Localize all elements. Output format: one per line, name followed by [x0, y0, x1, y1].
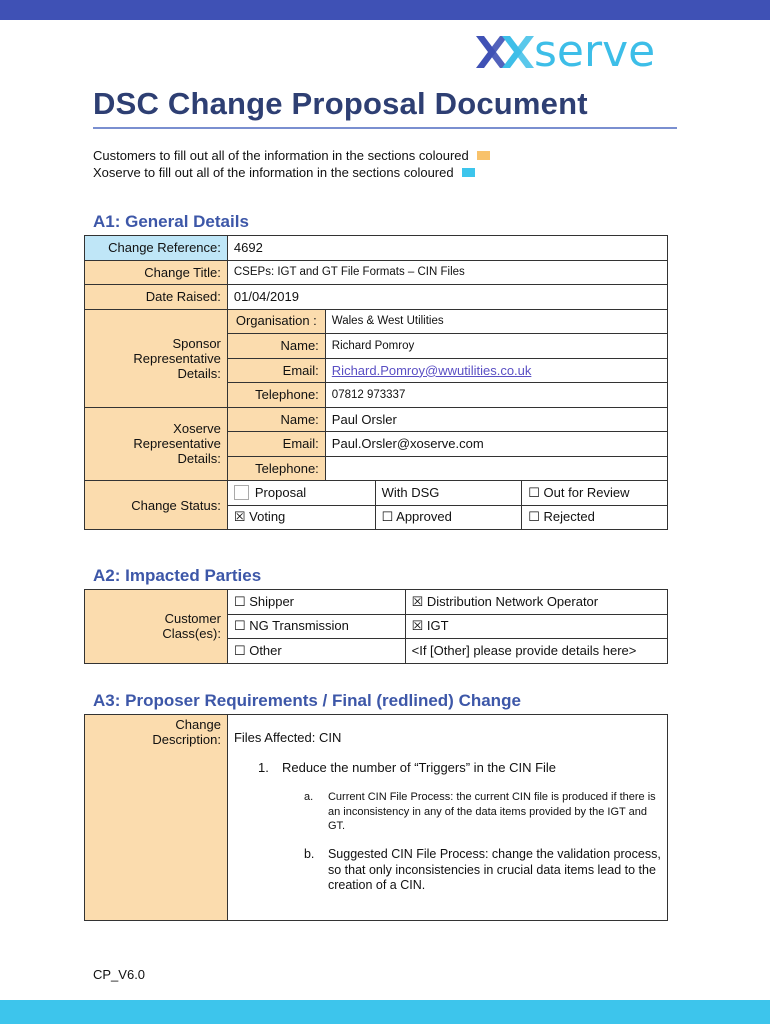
- list-item-text: Reduce the number of “Triggers” in the CIN File: [281, 760, 557, 775]
- checkbox-empty-icon[interactable]: [234, 485, 249, 500]
- change-reference-label: Change Reference:: [85, 236, 228, 261]
- sponsor-name-value[interactable]: Richard Pomroy: [325, 334, 667, 359]
- change-description-cell[interactable]: [227, 715, 667, 921]
- status-approved-option[interactable]: ☐ Approved: [375, 505, 522, 530]
- sub-item-marker: b.: [303, 847, 315, 861]
- top-brand-bar: [0, 0, 770, 20]
- logo-wordmark: serve: [534, 26, 656, 77]
- legend-xoserve-text: Xoserve to fill out all of the information in the sections coloured: [93, 165, 454, 180]
- legend-xoserve: [93, 165, 475, 180]
- table-row: [85, 481, 668, 506]
- status-proposal-option[interactable]: [227, 481, 375, 506]
- table-row: [85, 260, 668, 285]
- sponsor-email-label: Email:: [227, 358, 325, 383]
- sub-item-marker: a.: [303, 791, 314, 803]
- customer-class-label: Customer Class(es):: [85, 590, 228, 664]
- sponsor-email-link[interactable]: Richard.Pomroy@wwutilities.co.uk: [331, 362, 532, 378]
- sponsor-name-label: Name:: [227, 334, 325, 359]
- files-affected-text: Files Affected: CIN: [233, 730, 342, 745]
- xoserve-logo-mark: [472, 32, 534, 72]
- list-item: [304, 847, 664, 894]
- legend-customer-swatch: [477, 151, 490, 160]
- bottom-brand-bar: [0, 1000, 770, 1024]
- sponsor-email-cell: [325, 358, 667, 383]
- sponsor-organisation-label: Organisation :: [227, 309, 325, 334]
- list-item: [304, 790, 664, 834]
- proposer-requirements-table: [84, 714, 668, 921]
- impacted-parties-table: [84, 589, 668, 664]
- sponsor-telephone-value[interactable]: 07812 973337: [325, 383, 667, 408]
- change-title-value[interactable]: CSEPs: IGT and GT File Formats – CIN Files: [227, 260, 667, 285]
- section-heading-a1: A1: General Details: [93, 212, 249, 231]
- option-other[interactable]: ☐ Other: [227, 639, 405, 664]
- sub-item-text: Suggested CIN File Process: change the validation process, so that only inconsistencies in crucial data items lead to the creation of a CIN.: [327, 847, 661, 892]
- date-raised-label: Date Raised:: [85, 285, 228, 310]
- page-title: DSC Change Proposal Document: [93, 86, 588, 121]
- change-reference-value[interactable]: 4692: [227, 236, 667, 261]
- section-heading-a3: A3: Proposer Requirements / Final (redlined) Change: [93, 691, 521, 710]
- xoserve-name-label: Name:: [227, 407, 325, 432]
- other-details-field[interactable]: <If [Other] please provide details here>: [405, 639, 667, 664]
- table-row: [85, 407, 668, 432]
- table-row: [85, 309, 668, 334]
- xoserve-email-label: Email:: [227, 432, 325, 457]
- legend-customer: [93, 148, 490, 163]
- xoserve-details-label: Xoserve Representative Details:: [85, 407, 228, 481]
- legend-xoserve-swatch: [462, 168, 475, 177]
- change-description-label: Change Description:: [85, 715, 228, 921]
- change-status-label: Change Status:: [85, 481, 228, 530]
- status-voting-option[interactable]: ☒ Voting: [227, 505, 375, 530]
- footer-version: CP_V6.0: [93, 967, 146, 982]
- xoserve-email-value[interactable]: Paul.Orsler@xoserve.com: [325, 432, 667, 457]
- title-divider: [93, 127, 677, 129]
- table-row: [85, 285, 668, 310]
- xoserve-name-value[interactable]: Paul Orsler: [325, 407, 667, 432]
- option-ng-transmission[interactable]: ☐ NG Transmission: [227, 614, 405, 639]
- xoserve-logo: [472, 26, 656, 77]
- status-rejected-option[interactable]: ☐ Rejected: [522, 505, 668, 530]
- table-row: [85, 715, 668, 921]
- option-distribution-network-operator[interactable]: ☒ Distribution Network Operator: [405, 590, 667, 615]
- list-item-number: 1.: [257, 760, 269, 775]
- sub-item-text: Current CIN File Process: the current CIN file is produced if there is an inconsistency in any of the data items provided by the IGT and GT.: [327, 791, 656, 832]
- xoserve-telephone-value[interactable]: [325, 456, 667, 481]
- option-igt[interactable]: ☒ IGT: [405, 614, 667, 639]
- status-out-for-review-option[interactable]: ☐ Out for Review: [522, 481, 668, 506]
- status-proposal-label: Proposal: [254, 485, 307, 501]
- table-row: [85, 236, 668, 261]
- legend-customer-text: Customers to fill out all of the information in the sections coloured: [93, 148, 469, 163]
- general-details-table: [84, 235, 668, 530]
- status-with-dsg-option[interactable]: With DSG: [375, 481, 522, 506]
- list-item: [258, 760, 556, 775]
- option-shipper[interactable]: ☐ Shipper: [227, 590, 405, 615]
- sponsor-details-label: Sponsor Representative Details:: [85, 309, 228, 407]
- change-title-label: Change Title:: [85, 260, 228, 285]
- table-row: [85, 590, 668, 615]
- sponsor-telephone-label: Telephone:: [227, 383, 325, 408]
- section-heading-a2: A2: Impacted Parties: [93, 566, 262, 585]
- xoserve-telephone-label: Telephone:: [227, 456, 325, 481]
- sponsor-organisation-value[interactable]: Wales & West Utilities: [325, 309, 667, 334]
- date-raised-value[interactable]: 01/04/2019: [227, 285, 667, 310]
